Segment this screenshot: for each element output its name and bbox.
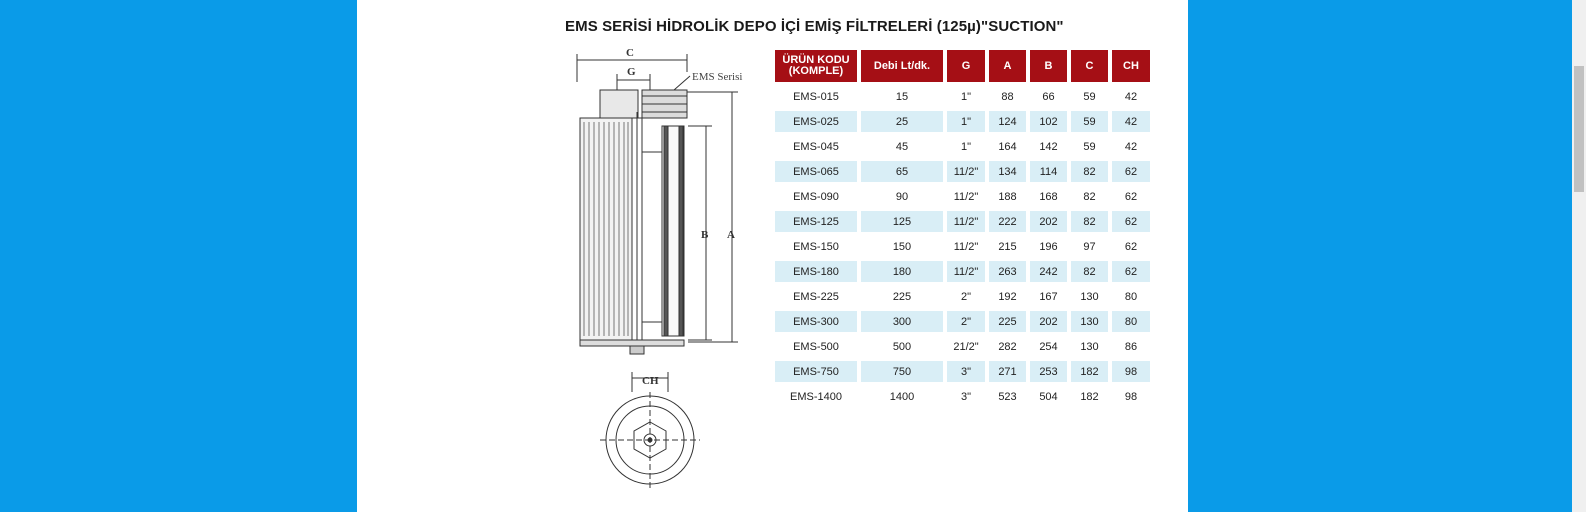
cell-flow-rate: 1400 <box>889 390 915 403</box>
cell-g: 11/2" <box>947 211 985 232</box>
cell-c: 82 <box>1071 261 1108 282</box>
cell-product-code: EMS-015 <box>793 90 839 103</box>
cell-a: 192 <box>998 290 1017 303</box>
spec-table <box>771 46 1154 411</box>
cell-a: 523 <box>998 390 1017 403</box>
table-row <box>775 161 1150 182</box>
cell-flow-rate: 15 <box>895 90 909 103</box>
cell-product-code: EMS-750 <box>775 361 857 382</box>
cell-g: 21/2" <box>953 340 979 353</box>
cell-flow-rate: 225 <box>892 290 912 303</box>
dim-label-a: A <box>727 229 735 241</box>
cell-a: 164 <box>998 140 1017 153</box>
dim-label-g: G <box>627 66 636 78</box>
cell-ch: 86 <box>1124 340 1138 353</box>
cell-a: 88 <box>1001 90 1014 103</box>
table-row <box>775 211 1150 232</box>
cell-c: 130 <box>1071 311 1108 332</box>
cell-b: 114 <box>1030 161 1067 182</box>
series-label: EMS Serisi <box>692 71 743 83</box>
cell-g: 1" <box>960 90 972 103</box>
cell-g: 11/2" <box>947 261 985 282</box>
cell-g: 11/2" <box>947 161 985 182</box>
cell-ch: 62 <box>1112 261 1150 282</box>
table-row <box>775 186 1150 207</box>
cell-a: 222 <box>989 211 1026 232</box>
scrollbar-thumb[interactable] <box>1574 66 1584 192</box>
cell-product-code: EMS-500 <box>793 340 839 353</box>
table-header-row <box>775 50 1150 82</box>
cell-c: 97 <box>1083 240 1096 253</box>
table-row <box>775 361 1150 382</box>
vertical-scrollbar[interactable] <box>1572 0 1586 512</box>
cell-g: 1" <box>960 140 972 153</box>
header-g: G <box>947 50 985 82</box>
cell-g: 3" <box>947 361 985 382</box>
cell-b: 202 <box>1030 311 1067 332</box>
cell-ch: 62 <box>1112 161 1150 182</box>
cell-b: 242 <box>1030 261 1067 282</box>
cell-flow-rate: 125 <box>861 211 943 232</box>
header-a: A <box>989 50 1026 82</box>
filter-technical-drawing <box>572 42 772 492</box>
cell-g: 11/2" <box>953 240 979 253</box>
cell-ch: 42 <box>1124 90 1138 103</box>
cell-flow-rate: 90 <box>895 190 909 203</box>
content-panel <box>357 0 1188 512</box>
cell-product-code: EMS-150 <box>793 240 839 253</box>
cell-c: 59 <box>1083 90 1096 103</box>
header-product-code: ÜRÜN KODU (KOMPLE) <box>775 50 857 82</box>
cell-a: 282 <box>998 340 1017 353</box>
page-title: EMS SERİSİ HİDROLİK DEPO İÇİ EMİŞ FİLTRELERİ (125µ)"SUCTION" <box>565 18 1064 35</box>
cell-a: 134 <box>989 161 1026 182</box>
table-row <box>775 86 1150 107</box>
cell-b: 142 <box>1039 140 1058 153</box>
table-row <box>775 386 1150 407</box>
cell-flow-rate: 500 <box>892 340 912 353</box>
cell-product-code: EMS-300 <box>775 311 857 332</box>
cell-c: 59 <box>1083 140 1096 153</box>
cell-flow-rate: 65 <box>861 161 943 182</box>
dim-label-ch: CH <box>642 375 659 387</box>
cell-product-code: EMS-225 <box>793 290 839 303</box>
cell-c: 130 <box>1080 340 1099 353</box>
table-row <box>775 136 1150 157</box>
cell-flow-rate: 300 <box>861 311 943 332</box>
cell-product-code: EMS-125 <box>775 211 857 232</box>
cell-c: 59 <box>1071 111 1108 132</box>
dim-label-c: C <box>626 47 634 59</box>
cell-b: 202 <box>1030 211 1067 232</box>
cell-product-code: EMS-045 <box>793 140 839 153</box>
cell-b: 66 <box>1042 90 1055 103</box>
cell-a: 124 <box>989 111 1026 132</box>
cell-a: 263 <box>989 261 1026 282</box>
dim-label-b: B <box>701 229 709 241</box>
cell-b: 253 <box>1030 361 1067 382</box>
cell-flow-rate: 45 <box>895 140 909 153</box>
cell-flow-rate: 150 <box>892 240 912 253</box>
cell-b: 254 <box>1039 340 1058 353</box>
header-c: C <box>1071 50 1108 82</box>
cell-b: 504 <box>1039 390 1058 403</box>
cell-product-code: EMS-1400 <box>790 390 842 403</box>
cell-product-code: EMS-025 <box>775 111 857 132</box>
cell-ch: 42 <box>1124 140 1138 153</box>
header-ch: CH <box>1112 50 1150 82</box>
cell-ch: 62 <box>1124 240 1138 253</box>
cell-a: 188 <box>998 190 1017 203</box>
cell-ch: 98 <box>1124 390 1138 403</box>
cell-c: 82 <box>1083 190 1096 203</box>
cell-ch: 80 <box>1124 290 1138 303</box>
table-row <box>775 286 1150 307</box>
cell-ch: 42 <box>1112 111 1150 132</box>
cell-flow-rate: 25 <box>861 111 943 132</box>
cell-b: 102 <box>1030 111 1067 132</box>
cell-b: 167 <box>1039 290 1058 303</box>
cell-g: 2" <box>947 311 985 332</box>
cell-flow-rate: 180 <box>861 261 943 282</box>
cell-ch: 62 <box>1124 190 1138 203</box>
cell-product-code: EMS-090 <box>793 190 839 203</box>
cell-g: 1" <box>947 111 985 132</box>
cell-flow-rate: 750 <box>861 361 943 382</box>
cell-a: 215 <box>998 240 1017 253</box>
table-row <box>775 336 1150 357</box>
cell-c: 82 <box>1071 211 1108 232</box>
cell-c: 182 <box>1071 361 1108 382</box>
table-row <box>775 311 1150 332</box>
cell-product-code: EMS-180 <box>775 261 857 282</box>
cell-ch: 62 <box>1112 211 1150 232</box>
cell-a: 225 <box>989 311 1026 332</box>
cell-c: 82 <box>1071 161 1108 182</box>
cell-b: 196 <box>1039 240 1058 253</box>
cell-c: 182 <box>1080 390 1099 403</box>
spec-table-body <box>775 86 1150 407</box>
cell-g: 2" <box>960 290 972 303</box>
header-b: B <box>1030 50 1067 82</box>
cell-a: 271 <box>989 361 1026 382</box>
cell-c: 130 <box>1080 290 1099 303</box>
cell-g: 3" <box>960 390 972 403</box>
cell-ch: 98 <box>1112 361 1150 382</box>
table-row <box>775 261 1150 282</box>
table-row <box>775 111 1150 132</box>
cell-g: 11/2" <box>953 190 979 203</box>
cell-ch: 80 <box>1112 311 1150 332</box>
table-row <box>775 236 1150 257</box>
header-flow-rate: Debi Lt/dk. <box>861 50 943 82</box>
cell-b: 168 <box>1039 190 1058 203</box>
cell-product-code: EMS-065 <box>775 161 857 182</box>
